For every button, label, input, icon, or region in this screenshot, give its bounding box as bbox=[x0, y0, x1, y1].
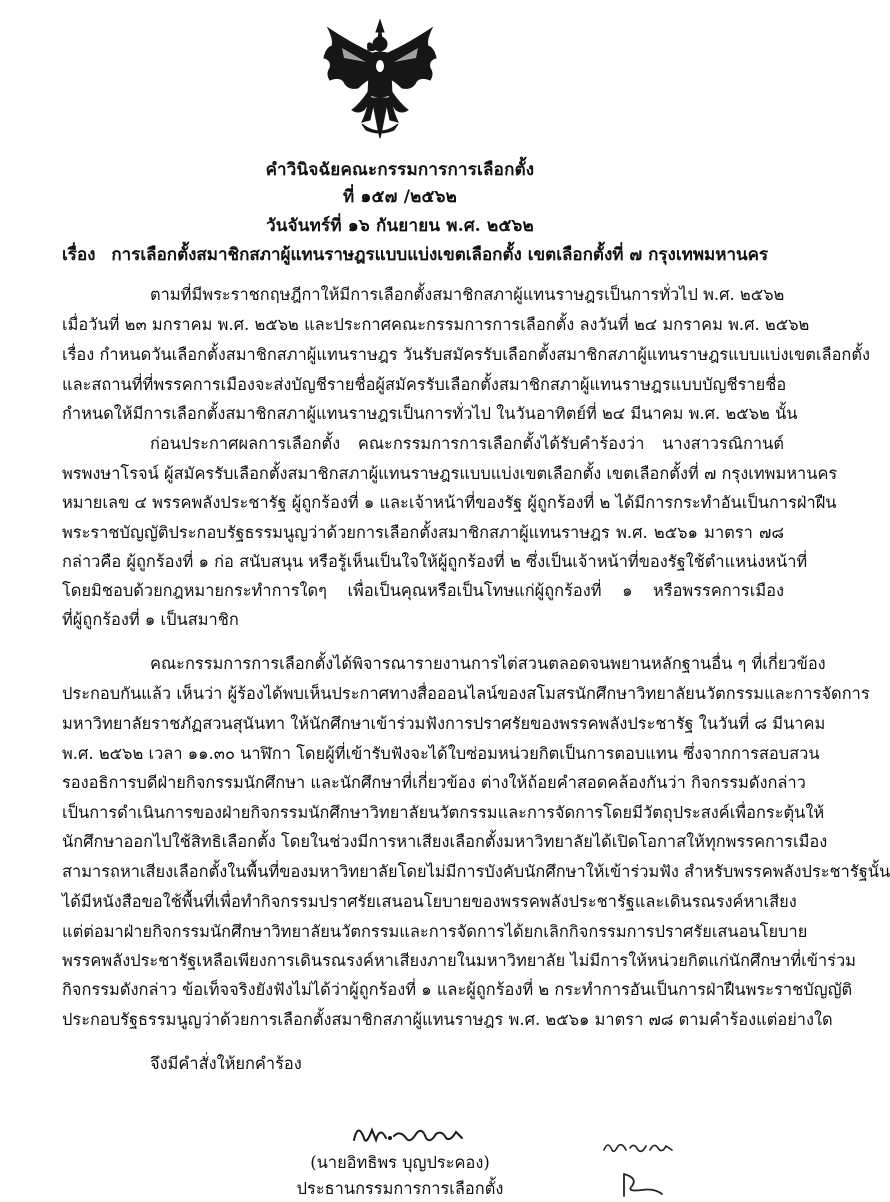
paragraph-line: โดยมิชอบด้วยกฎหมายกระทำการใดๆ เพื่อเป็นคุณหรือเป็นโทษแก่ผู้ถูกร้องที่ ๑ หรือพรรคการเมือง bbox=[62, 581, 784, 600]
paragraph-line: ที่ผู้ถูกร้องที่ ๑ เป็นสมาชิก bbox=[62, 610, 239, 629]
paragraph-line: ได้มีหนังสือขอใช้พื้นที่เพื่อทำกิจกรรมปราศรัยเสนอนโยบายของพรรคพลังประชารัฐและเดินรณรงค์หาเสียง bbox=[62, 892, 797, 911]
paragraph-line: พรรคพลังประชารัฐเหลือเพียงการเดินรณรงค์หาเสียงภายในมหาวิทยาลัย ไม่มีการให้หน่วยกิตแก่นักศึกษาที่เข้าร่วม bbox=[62, 951, 856, 970]
subject-text: การเลือกตั้งสมาชิกสภาผู้แทนราษฎรแบบแบ่งเขตเลือกตั้ง เขตเลือกตั้งที่ ๗ กรุงเทพมหานคร bbox=[111, 245, 769, 265]
document-subject bbox=[62, 241, 782, 268]
paragraph-line: เรื่อง กำหนดวันเลือกตั้งสมาชิกสภาผู้แทนราษฎร วันรับสมัครรับเลือกตั้งสมาชิกสภาผู้แทนราษฎรแบบแบ่งเขตเลือกตั้ง bbox=[62, 345, 870, 364]
document-number: ที่ ๑๕๗ /๒๕๖๒ bbox=[343, 187, 457, 207]
paragraph-line: เป็นการดำเนินการของฝ่ายกิจกรรมนักศึกษาวิทยาลัยนวัตกรรมและการจัดการโดยมีวัตถุประสงค์เพื่อกระตุ้นให้ bbox=[62, 803, 825, 822]
paragraph-line: จึงมีคำสั่งให้ยกคำร้อง bbox=[150, 1054, 302, 1073]
paragraph-line: กล่าวคือ ผู้ถูกร้องที่ ๑ ก่อ สนับสนุน หรือรู้เห็นเป็นใจให้ผู้ถูกร้องที่ ๒ ซึ่งเป็นเจ้าหน้าที่ของรัฐใช้ตำแหน่งหน้าที่ bbox=[62, 552, 808, 571]
paragraph-line: หมายเลข ๔ พรรคพลังประชารัฐ ผู้ถูกร้องที่ ๑ และเจ้าหน้าที่ของรัฐ ผู้ถูกร้องที่ ๒ ได้มีการกระทำอันเป็นการฝ่าฝืน bbox=[62, 493, 837, 512]
paragraph-line: และสถานที่ที่พรรคการเมืองจะส่งบัญชีรายชื่อผู้สมัครรับเลือกตั้งสมาชิกสภาผู้แทนราษฎรแบบบัญชีรายชื่อ bbox=[62, 375, 787, 394]
subject-label: เรื่อง bbox=[62, 245, 96, 265]
document-date: วันจันทร์ที่ ๑๖ กันยายน พ.ศ. ๒๕๖๒ bbox=[266, 216, 534, 236]
paragraph-line: พระราชบัญญัติประกอบรัฐธรรมนูญว่าด้วยการเลือกตั้งสมาชิกสภาผู้แทนราษฎร พ.ศ. ๒๕๖๑ มาตรา ๗๘ bbox=[62, 523, 784, 542]
paragraph-line: ประกอบกันแล้ว เห็นว่า ผู้ร้องได้พบเห็นประกาศทางสื่อออนไลน์ของสโมสรนักศึกษาวิทยาลัยนวัตกรรมและการจัดการ bbox=[62, 684, 870, 703]
signatory-name: (นายอิทธิพร บุญประคอง) bbox=[310, 1153, 490, 1172]
paragraph-line: ตามที่มีพระราชกฤษฎีกาให้มีการเลือกตั้งสมาชิกสภาผู้แทนราษฎรเป็นการทั่วไป พ.ศ. ๒๕๖๒ bbox=[150, 285, 785, 304]
certification-handwriting bbox=[600, 1136, 680, 1156]
garuda-emblem-icon bbox=[322, 18, 438, 140]
paragraph-line: พ.ศ. ๒๕๖๒ เวลา ๑๑.๓๐ นาฬิกา โดยผู้ที่เข้ารับฟังจะได้ใบซ่อมหน่วยกิตเป็นการตอบแทน ซึ่งจากการสอบสวน bbox=[62, 744, 820, 763]
paragraph-line: คณะกรรมการการเลือกตั้งได้พิจารณารายงานการไต่สวนตลอดจนพยานหลักฐานอื่น ๆ ที่เกี่ยวข้อง bbox=[150, 654, 826, 673]
paragraph-line: มหาวิทยาลัยราชภัฏสวนสุนันทา ให้นักศึกษาเข้าร่วมฟังการปราศรัยของพรรคพลังประชารัฐ ในวันที่ ๘ มีนาคม bbox=[62, 714, 826, 733]
signature-image bbox=[350, 1116, 470, 1152]
paragraph-line: แต่ต่อมาฝ่ายกิจกรรมนักศึกษาวิทยาลัยนวัตกรรมและการจัดการได้ยกเลิกกิจกรรมการปราศรัยเสนอนโยบาย bbox=[62, 922, 808, 941]
paragraph-line: นักศึกษาออกไปใช้สิทธิเลือกตั้ง โดยในช่วงมีการหาเสียงเลือกตั้งมหาวิทยาลัยได้เปิดโอกาสให้ทุกพรรคการเมือง bbox=[62, 832, 828, 851]
initials-scribble bbox=[618, 1170, 668, 1198]
paragraph-line: พรพงษาโรจน์ ผู้สมัครรับเลือกตั้งสมาชิกสภาผู้แทนราษฎรแบบแบ่งเขตเลือกตั้ง เขตเลือกตั้งที่ ๗ กรุงเทพมหานคร bbox=[62, 464, 838, 483]
paragraph-line: ก่อนประกาศผลการเลือกตั้ง คณะกรรมการการเลือกตั้งได้รับคำร้องว่า นางสาวรณิกานต์ bbox=[150, 434, 784, 453]
paragraph-line: สามารถหาเสียงเลือกตั้งในพื้นที่ของมหาวิทยาลัยโดยไม่มีการบังคับนักศึกษาให้เข้าร่วมฟัง สำหรับพรรคพลังประชารัฐนั้น bbox=[62, 862, 890, 881]
signatory-position: ประธานกรรมการการเลือกตั้ง bbox=[296, 1179, 504, 1198]
paragraph-line: กิจกรรมดังกล่าว ข้อเท็จจริงยังฟังไม่ได้ว่าผู้ถูกร้องที่ ๑ และผู้ถูกร้องที่ ๒ กระทำการอันเป็นการฝ่าฝืนพระราชบัญญัติ bbox=[62, 980, 853, 999]
paragraph-line: กำหนดให้มีการเลือกตั้งสมาชิกสภาผู้แทนราษฎรเป็นการทั่วไป ในวันอาทิตย์ที่ ๒๔ มีนาคม พ.ศ. ๒๕๖๒ นั้น bbox=[62, 404, 798, 423]
paragraph-line: ประกอบรัฐธรรมนูญว่าด้วยการเลือกตั้งสมาชิกสภาผู้แทนราษฎร พ.ศ. ๒๕๖๑ มาตรา ๗๘ ตามคำร้องแต่อย่างใด bbox=[62, 1010, 833, 1029]
paragraph-line: รองอธิการบดีฝ่ายกิจกรรมนักศึกษา และนักศึกษาที่เกี่ยวข้อง ต่างให้ถ้อยคำสอดคล้องกันว่า กิจกรรมดังกล่าว bbox=[62, 773, 806, 792]
document-title: คำวินิจฉัยคณะกรรมการการเลือกตั้ง bbox=[265, 160, 535, 180]
paragraph-line: เมื่อวันที่ ๒๓ มกราคม พ.ศ. ๒๕๖๒ และประกาศคณะกรรมการการเลือกตั้ง ลงวันที่ ๒๔ มกราคม พ.ศ. ๒๕๖๒ bbox=[62, 315, 810, 334]
